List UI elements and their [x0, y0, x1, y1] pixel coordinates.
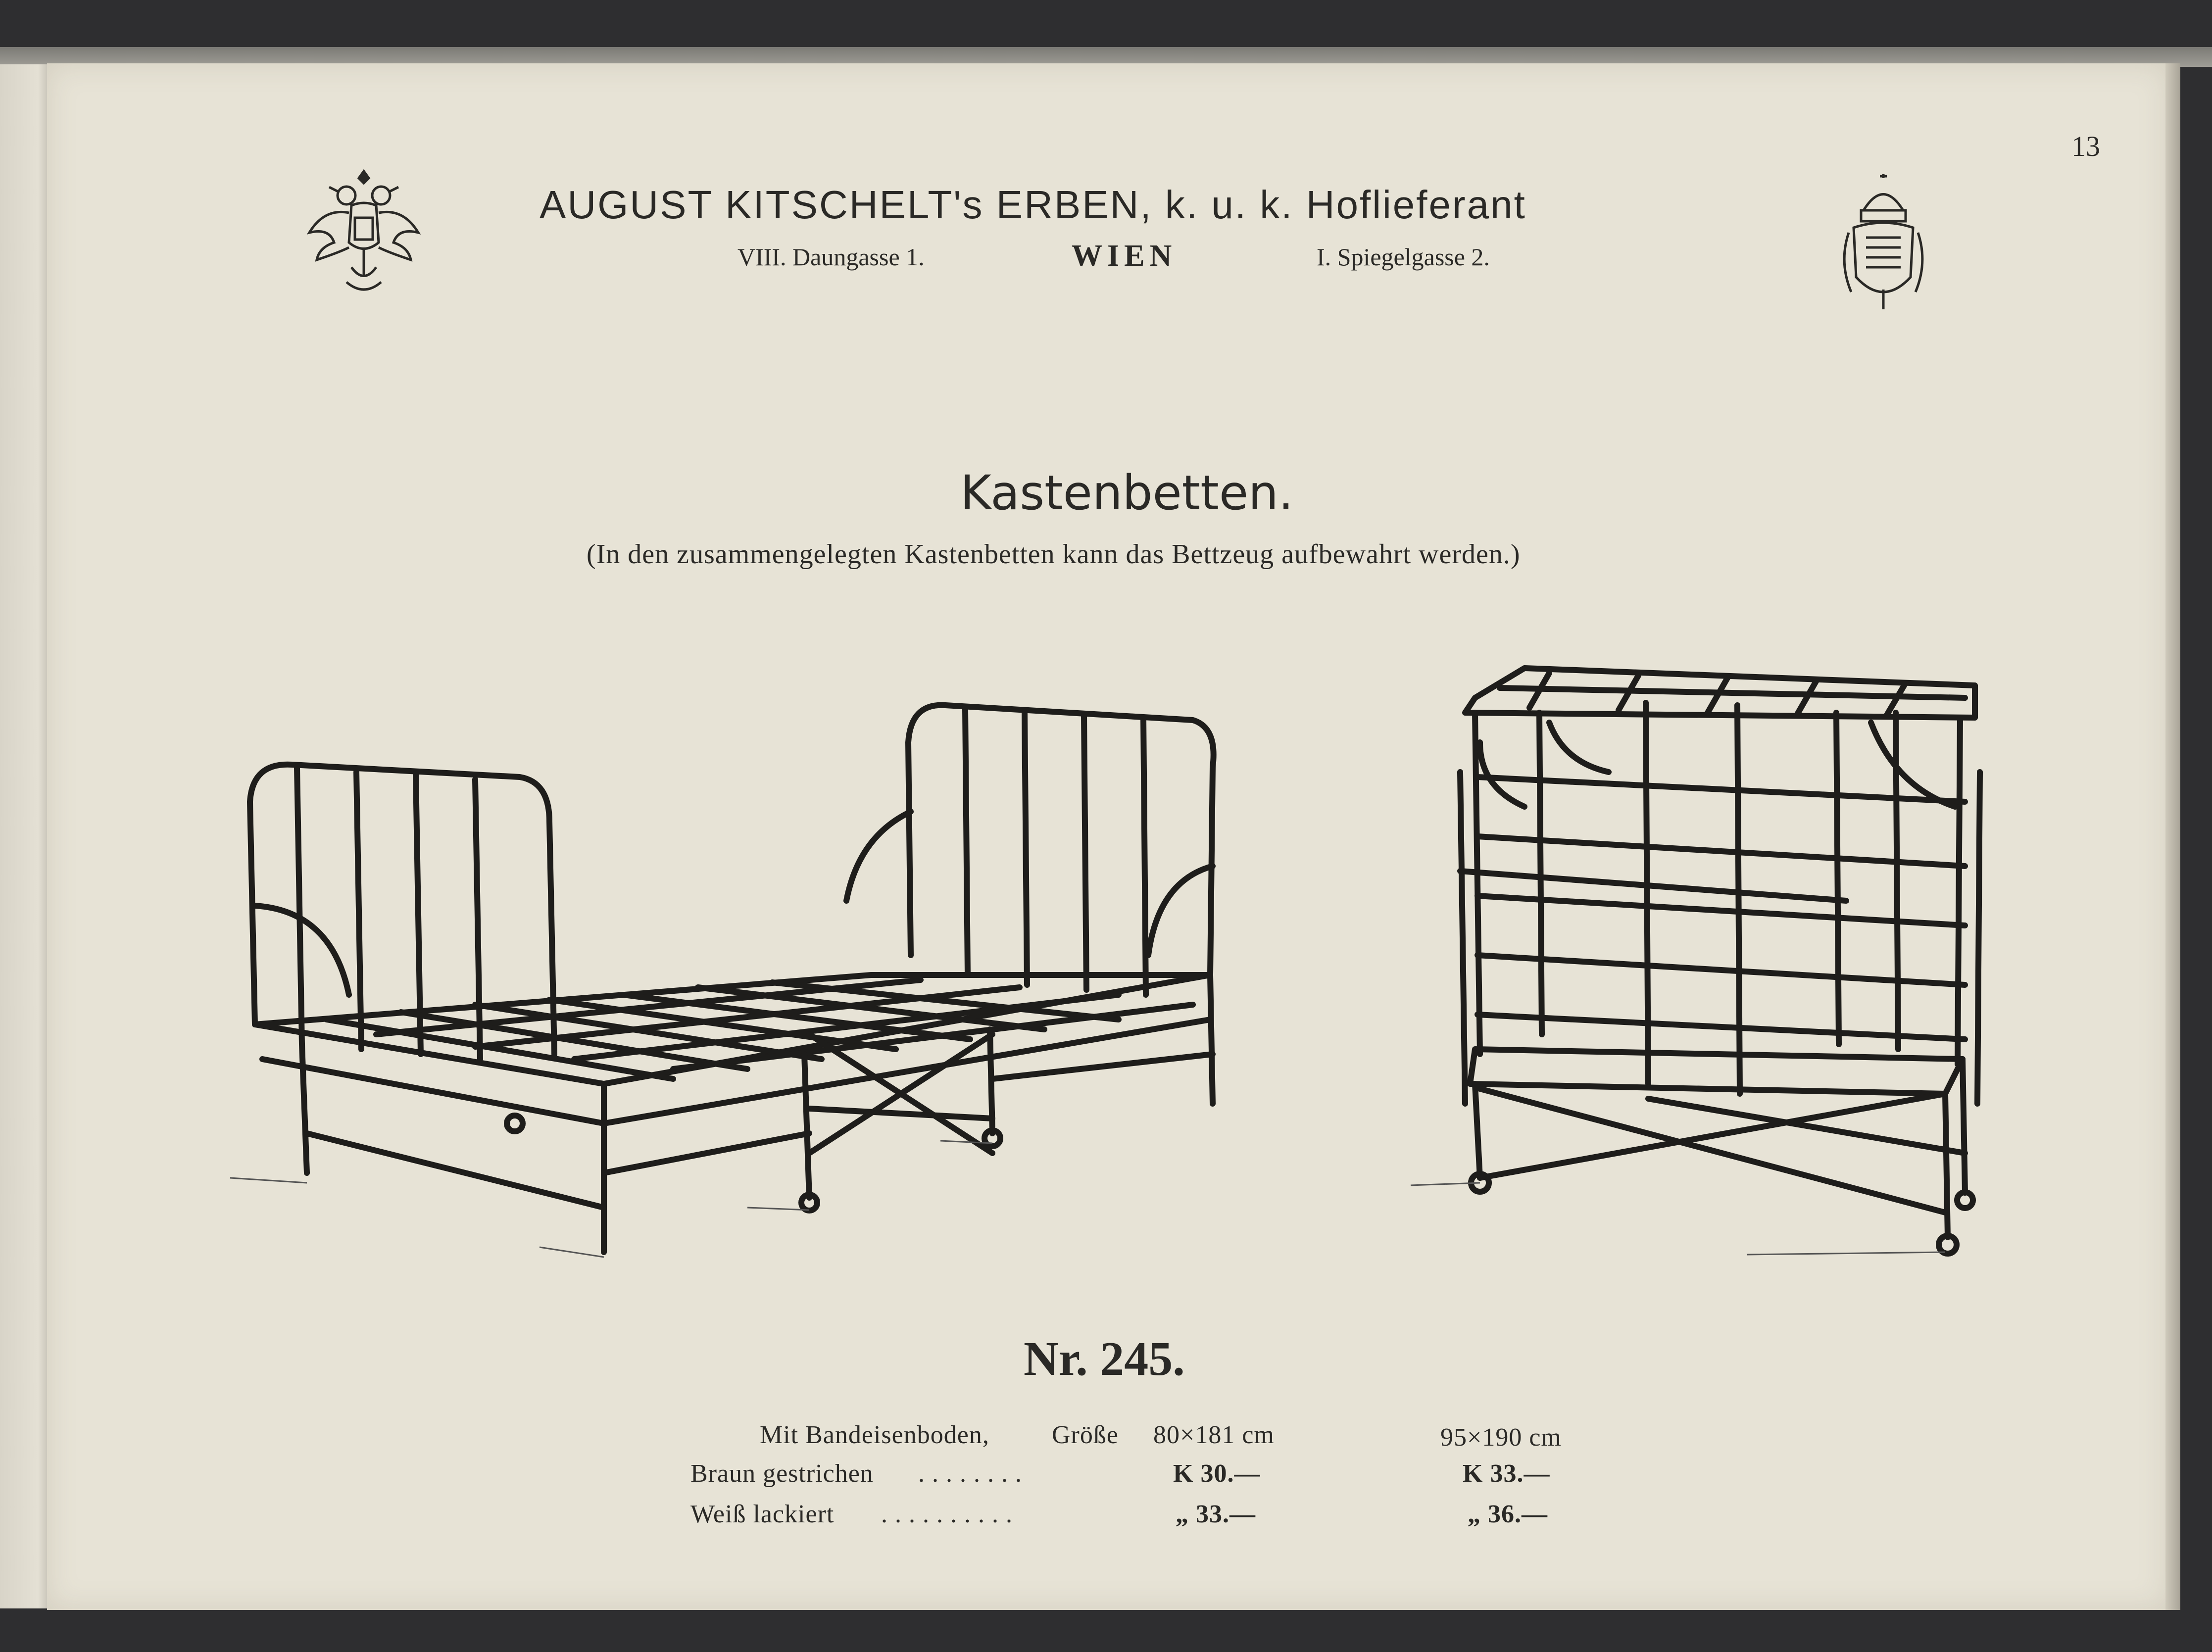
page-subtitle: (In den zusammengelegten Kastenbetten kann das Bettzeug aufbewahrt werden.) [587, 539, 1521, 570]
model-number: Nr. 245. [1024, 1332, 1185, 1386]
price-header-size-1: 80×181 cm [1153, 1421, 1275, 1449]
price-row-dots: . . . . . . . . . . [881, 1500, 1013, 1528]
firm-name: AUGUST KITSCHELT's ERBEN, k. u. k. Hoflieferant [540, 183, 1526, 227]
address-left: VIII. Daungasse 1. [737, 243, 925, 271]
price-row-dots: . . . . . . . . [918, 1459, 1022, 1488]
left-page-edge [0, 64, 54, 1608]
price-row-label: Braun gestrichen [690, 1459, 874, 1488]
price-header-label: Mit Bandeisenboden, [760, 1421, 989, 1449]
price-row-price-2: K 33.— [1463, 1459, 1550, 1488]
address-right: I. Spiegelgasse 2. [1317, 243, 1490, 271]
page-number: 13 [2071, 130, 2100, 162]
double-headed-eagle-icon [304, 168, 423, 302]
open-iron-bed-illustration [228, 678, 1242, 1267]
city-name: WIEN [1072, 239, 1177, 273]
page-title: Kastenbetten. [960, 465, 1294, 521]
price-header-size-2: 95×190 cm [1440, 1423, 1562, 1452]
price-row-price-1: K 30.— [1173, 1459, 1261, 1488]
page-right-edge [2165, 63, 2180, 1610]
crowned-crest-icon [1836, 173, 1930, 317]
price-row-price-1: „ 33.— [1176, 1500, 1256, 1528]
price-row-label: Weiß lackiert [690, 1500, 835, 1528]
price-header-size-label: Größe [1052, 1421, 1119, 1449]
price-row-price-2: „ 36.— [1468, 1500, 1548, 1528]
folded-iron-bed-illustration [1401, 658, 1995, 1272]
